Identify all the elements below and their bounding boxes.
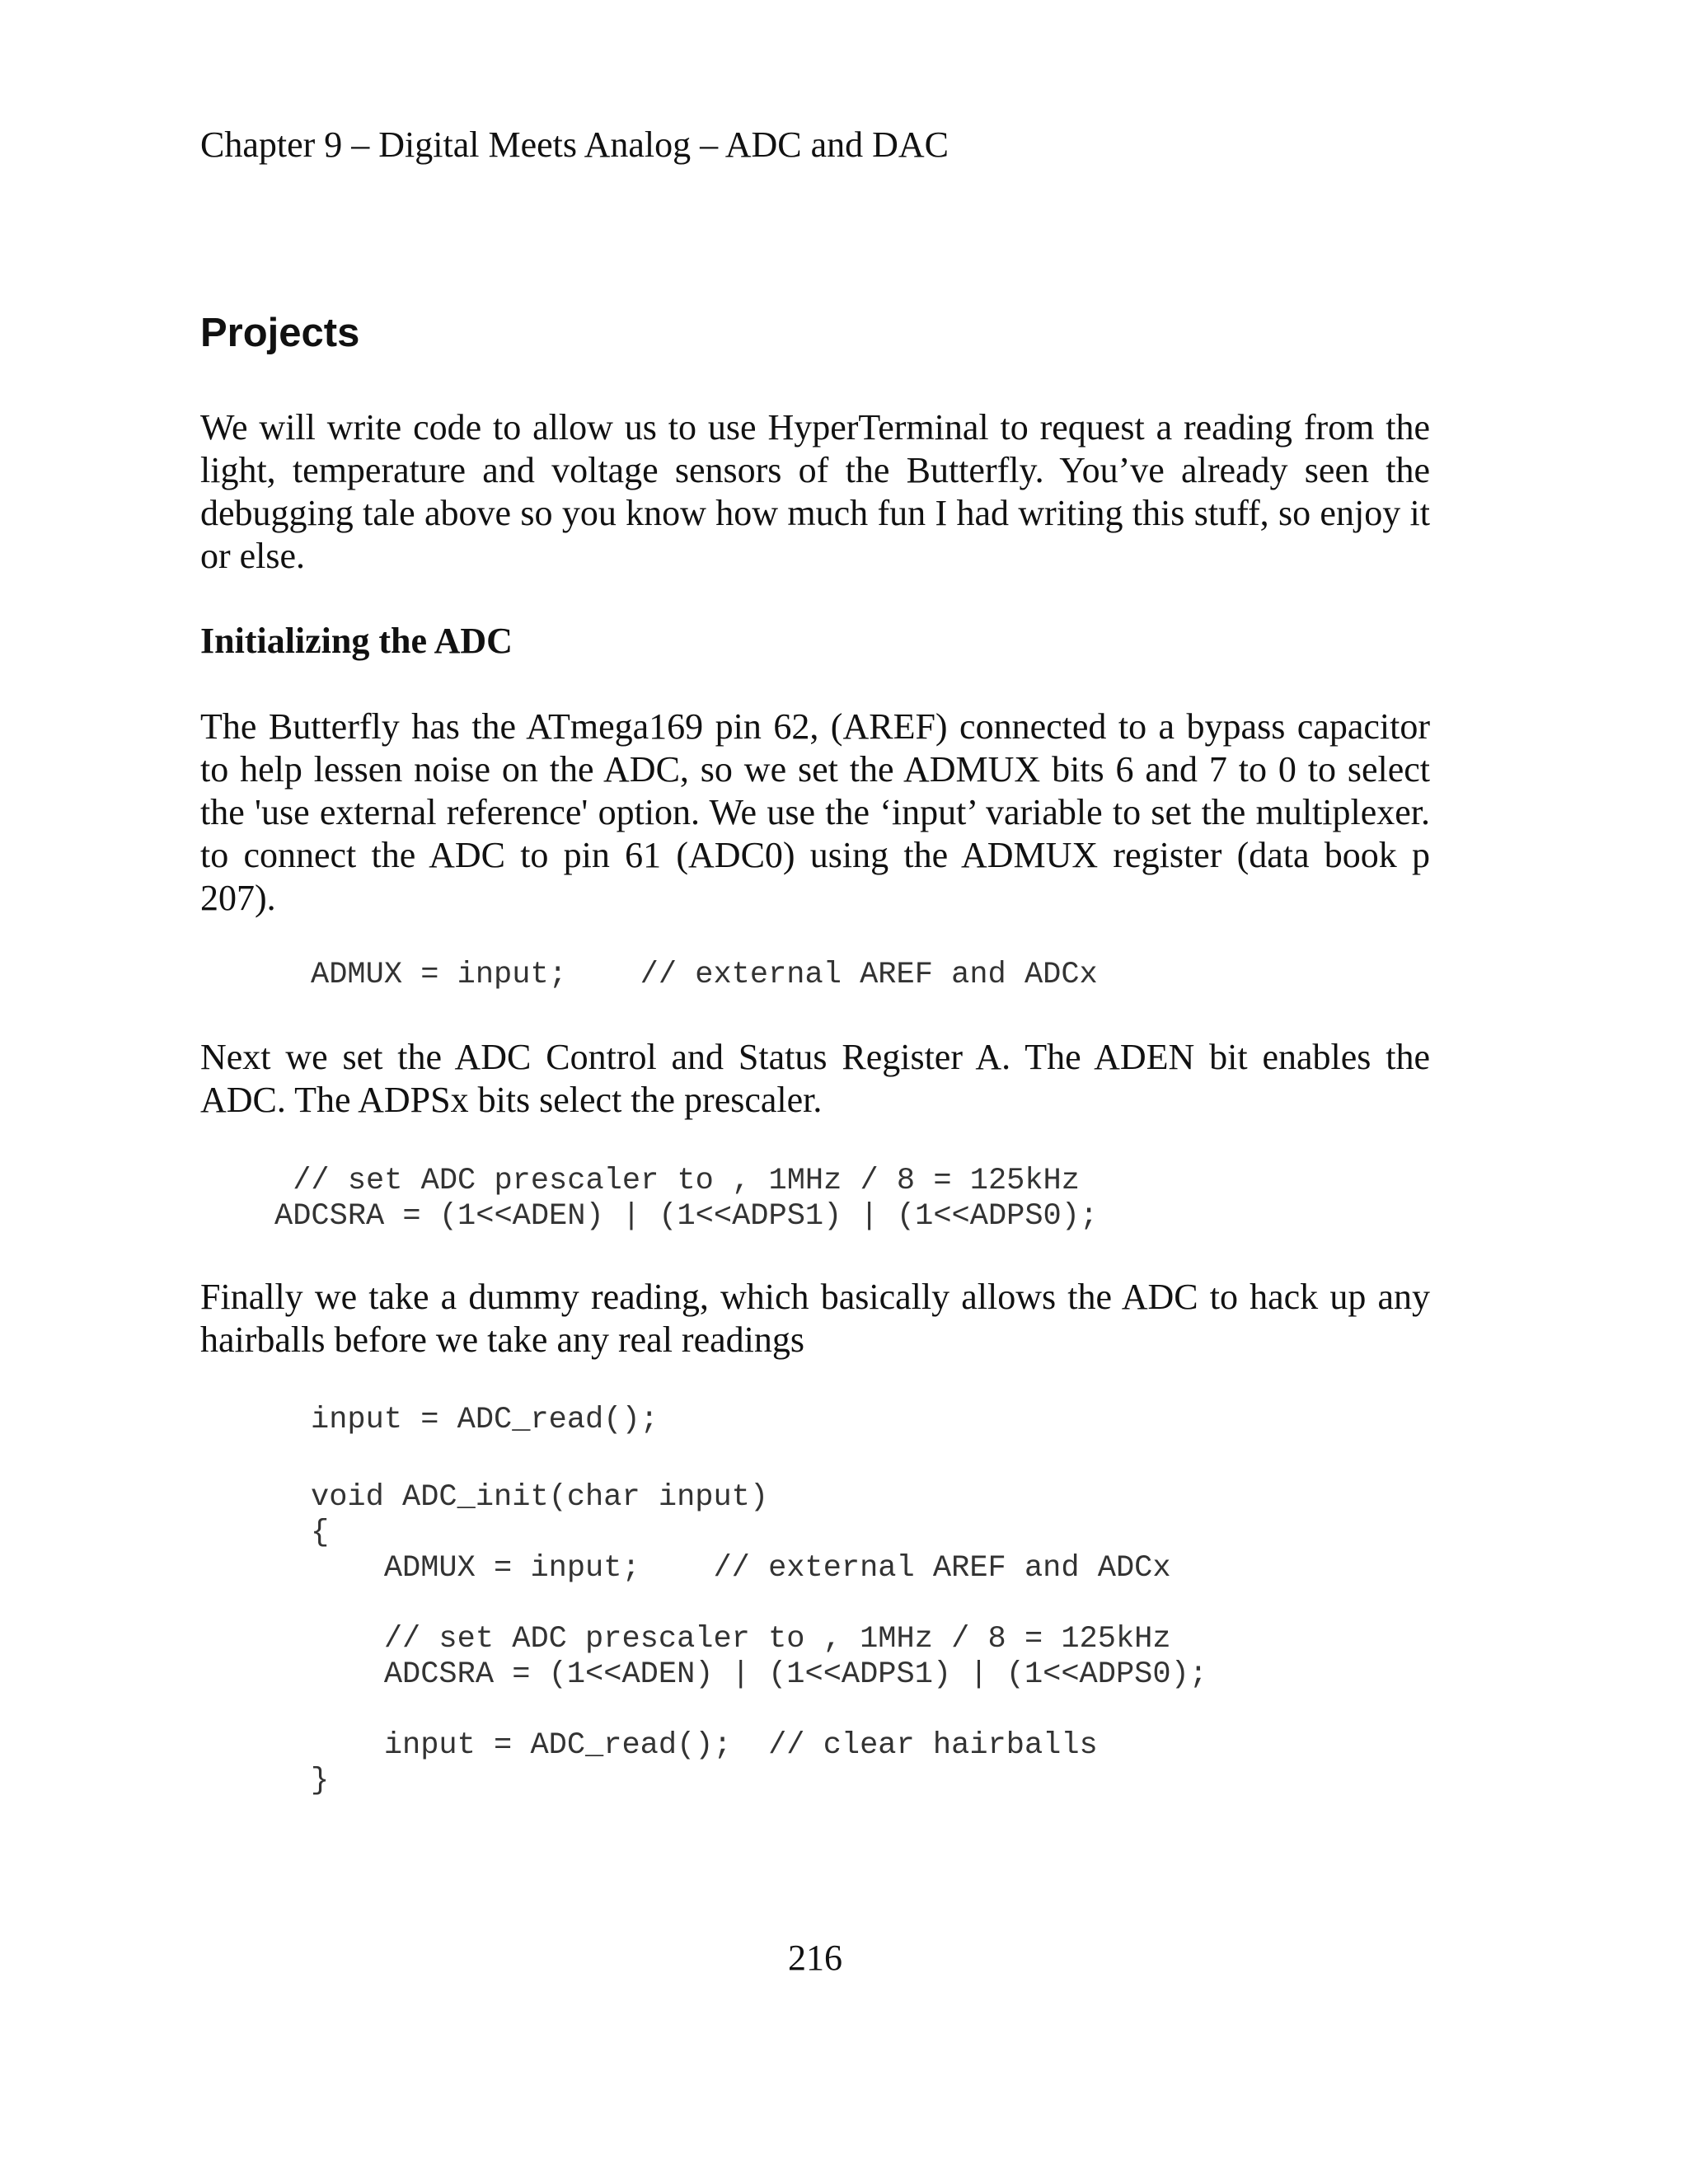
adcsra-paragraph: Next we set the ADC Control and Status Register A. The ADEN bit enables the ADC. The ADPSx bits select the prescaler.: [200, 1037, 1430, 1120]
code-admux-line: ADMUX = input; // external AREF and ADCx: [311, 958, 1098, 992]
code-prescaler-snippet: // set ADC prescaler to , 1MHz / 8 = 125kHz ADCSRA = (1<<ADEN) | (1<<ADPS1) | (1<<ADPS0);: [274, 1164, 1099, 1234]
page-number: 216: [788, 1938, 842, 1978]
code-read-line: input = ADC_read();: [311, 1403, 659, 1437]
section-title: Projects: [200, 311, 360, 355]
intro-paragraph: We will write code to allow us to use HyperTerminal to request a reading from the light, temperature and voltage sensors of the Butterfly. You’ve already seen the debugging tale above so you know how much fun I had writing this stuff, so enjoy it or else.: [200, 407, 1430, 576]
subsection-heading: Initializing the ADC: [200, 621, 513, 661]
code-adc-init-function: void ADC_init(char input) { ADMUX = input; // external AREF and ADCx // set ADC prescaler to , 1MHz / 8 = 125kHz ADCSRA = (1<<ADEN) | (1<<ADPS1) | (1<<ADPS0); input = ADC_read(); // clear hairballs }: [311, 1480, 1207, 1798]
running-header: Chapter 9 – Digital Meets Analog – ADC and DAC: [200, 124, 950, 165]
dummy-reading-paragraph: Finally we take a dummy reading, which basically allows the ADC to hack up any hairballs before we take any real readings: [200, 1277, 1430, 1360]
aref-paragraph: The Butterfly has the ATmega169 pin 62, (AREF) connected to a bypass capacitor to help lessen noise on the ADC, so we set the ADMUX bits 6 and 7 to 0 to select the 'use external reference' option. We use the ‘input’ variable to set the multiplexer. to connect the ADC to pin 61 (ADC0) using the ADMUX register (data book p 207).: [200, 706, 1430, 918]
